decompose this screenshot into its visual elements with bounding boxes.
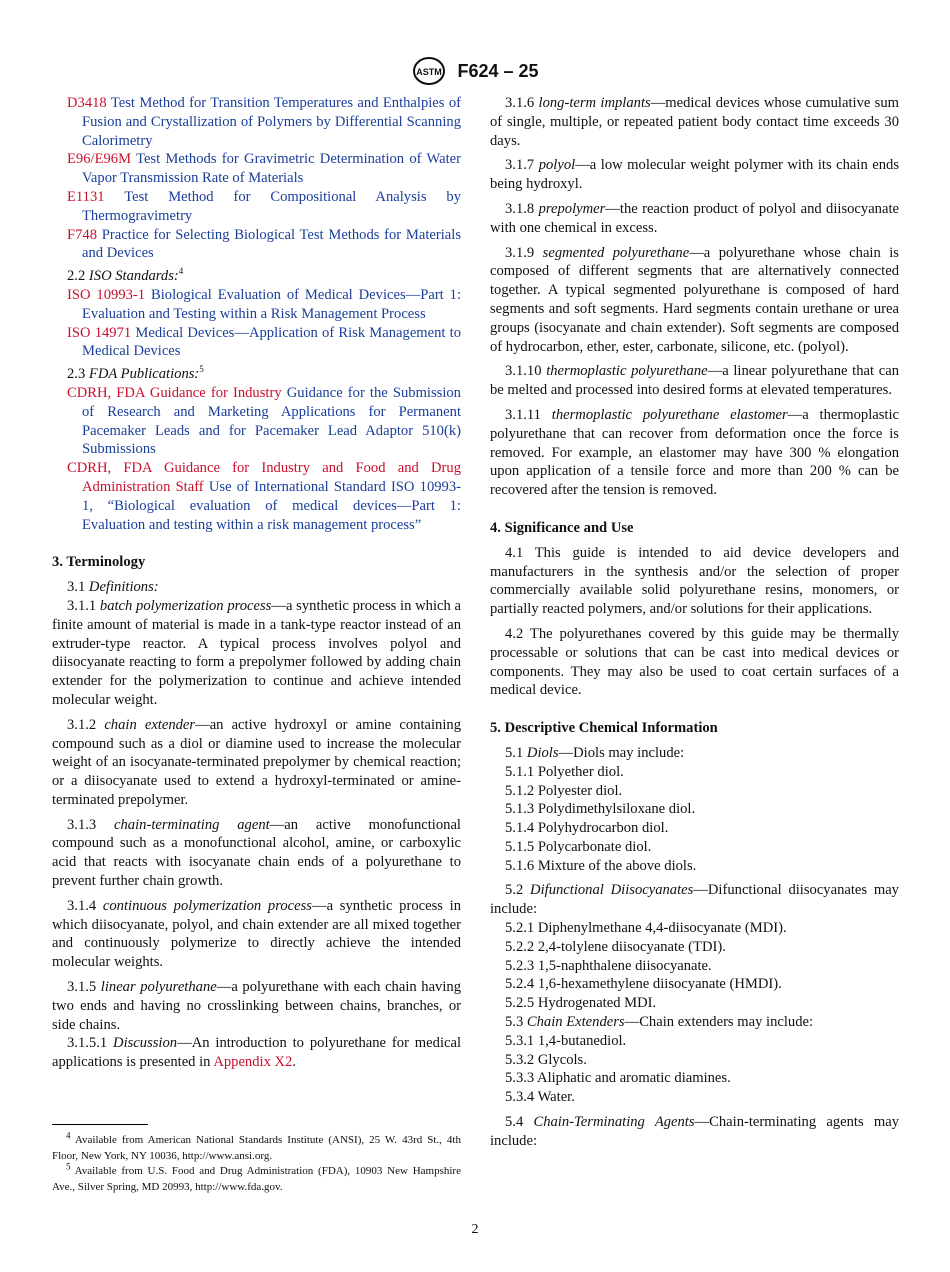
list-item: 5.1.5 Polycarbonate diol. <box>505 838 652 855</box>
fda-publications-heading: 2.3 FDA Publications:$^5$ <box>67 364 204 383</box>
left-column <box>52 94 461 1072</box>
reference-title[interactable]: Guidance for the Submission of Research and Marketing Applications for Permanent Pacemaker Leads and for Pacemaker Lead Adaptor 510(k) Submissions <box>82 384 461 458</box>
reference-title[interactable]: Medical Devices—Application of Risk Management to Medical Devices <box>82 324 462 360</box>
reference-title[interactable]: Biological Evaluation of Medical Devices—Part 1: Evaluation and Testing within a Risk Management Process <box>82 286 462 322</box>
footnote: $^4$ Available from American National Standards Institute (ANSI), 25 W. 43rd St., 4th Floor, New York, NY 10036, http://www.ansi.org. <box>52 1130 461 1162</box>
term-definition: 3.1.7 polyol—a low molecular weight polymer with its chain ends being hydroxyl. <box>490 157 899 193</box>
term-definition: 3.1.5 linear polyurethane—a polyurethane with each chain having two ends and having no crosslinking between chains, branches, or side chains. <box>52 979 462 1033</box>
reference-code[interactable]: ISO 10993-1 <box>67 286 146 303</box>
list-item: 5.1.3 Polydimethylsiloxane diol. <box>505 801 696 818</box>
term-definition: 3.1.11 thermoplastic polyurethane elastomer—a thermoplastic polyurethane that can recover from deformation once the force is removed. For example, an elastomer may have 300 % elongation upon application of a tensile force and more than 200 % can be recovered after the tension is removed. <box>490 406 899 499</box>
group-intro: 5.2 Difunctional Diisocyanates—Difunctional diisocyanates may include: <box>490 882 899 918</box>
group-intro: 5.4 Chain-Terminating Agents—Chain-terminating agents may include: <box>490 1114 900 1149</box>
section-heading-chemical-info: 5. Descriptive Chemical Information <box>490 720 718 737</box>
reference-item <box>52 150 461 188</box>
right-column <box>490 94 899 1151</box>
paragraph: 4.1 This guide is intended to aid device developers and manufacturers in the synthesis and/or the selection of proper commercially available solid polyurethane resins, monomers, or partially reacted polymers, and/or solutions for their applications. <box>490 544 899 618</box>
reference-title[interactable]: Test Method for Transition Temperatures and Enthalpies of Fusion and Crystallization of Polymers by Differential Scanning Calorimetry <box>82 95 461 149</box>
term-definition: 3.1.1 batch polymerization process—a synthetic process in which a finite amount of material is made in a tank-type reactor instead of an extruder-type reactor. A typical process involves polyol and diisocyanate reacting to form a prepolymer followed by adding chain extender for the polymerization to continue and achieve intended molecular weight. <box>52 597 461 708</box>
term-definition: 3.1.10 thermoplastic polyurethane—a linear polyurethane that can be melted and processed into desired forms at elevated temperatures. <box>490 363 899 399</box>
appendix-link[interactable]: Appendix X2 <box>213 1054 293 1071</box>
reference-item <box>52 188 461 226</box>
reference-code[interactable]: E1131 <box>67 188 105 205</box>
term-definition: 3.1.9 segmented polyurethane—a polyurethane whose chain is composed of different segments that are alternatively connected together. A typical segmented polyurethane is composed of hard segments and soft segments. Hard segments contain urethane or urea groups (isocyanate and chain extender). Soft segments are composed of hydrocarbon, ether, ester, carbonate, silicone, etc. (polyol). <box>490 244 899 355</box>
reference-code[interactable]: ISO 14971 <box>67 324 132 341</box>
reference-title[interactable]: Test Method for Compositional Analysis by Thermogravimetry <box>82 188 462 224</box>
reference-code[interactable]: E96/E96M <box>67 151 132 168</box>
reference-item <box>52 226 461 264</box>
list-item: 5.1.2 Polyester diol. <box>505 782 623 799</box>
discussion-note: 3.1.5.1 Discussion—An introduction to polyurethane for medical applications is presented in Appendix X2. <box>52 1035 462 1071</box>
reference-code[interactable]: CDRH, FDA Guidance for Industry and Food and Drug Administration Staff <box>67 460 461 495</box>
list-item: 5.2.5 Hydrogenated MDI. <box>505 995 657 1012</box>
list-item: 5.3.3 Aliphatic and aromatic diamines. <box>505 1070 731 1087</box>
document-designation: F624 – 25 <box>457 60 539 81</box>
reference-item <box>52 384 461 459</box>
list-item: 5.3.1 1,4-butanediol. <box>505 1032 627 1049</box>
list-item: 5.3.4 Water. <box>505 1089 575 1106</box>
footnote-divider <box>52 1124 148 1125</box>
list-item: 5.2.3 1,5-naphthalene diisocyanate. <box>505 957 712 974</box>
term-definition: 3.1.8 prepolymer—the reaction product of polyol and diisocyanate with one chemical in excess. <box>490 200 899 236</box>
paragraph: 4.2 The polyurethanes covered by this guide may be thermally processable or solutions that can be cast into medical devices or components. They may also be used to coat certain surfaces of a medical device. <box>490 625 899 699</box>
definitions-heading: 3.1 Definitions: <box>67 579 159 596</box>
reference-code[interactable]: CDRH, FDA Guidance for Industry <box>67 384 282 401</box>
term-definition: 3.1.2 chain extender—an active hydroxyl or amine containing compound such as a diol or diamine used to increase the molecular weight of an isocyanate-terminated prepolymer by chemical reaction; or a diisocyanate used to extend a hydroxyl-terminated or amine-terminated prepolymer. <box>52 716 461 808</box>
list-item: 5.1.4 Polyhydrocarbon diol. <box>505 820 669 837</box>
page-header <box>0 56 950 86</box>
list-item: 5.3.2 Glycols. <box>505 1051 587 1068</box>
reference-title[interactable]: Use of International Standard ISO 10993-1, “Biological evaluation of medical devices—Part 1: Evaluation and testing within a risk management process” <box>82 478 461 533</box>
section-heading-terminology: 3. Terminology <box>52 554 146 571</box>
reference-title[interactable]: Practice for Selecting Biological Test Methods for Materials and Devices <box>82 226 461 262</box>
list-item: 5.1.6 Mixture of the above diols. <box>505 857 697 874</box>
footnotes <box>52 1130 461 1195</box>
reference-item <box>52 459 461 534</box>
page-number: 2 <box>471 1222 479 1237</box>
term-definition: 3.1.3 chain-terminating agent—an active monofunctional compound such as a monofunctional alcohol, amine, or carboxylic acid that reacts with isocyanate chain ends of a polyurethane to prevent further chain growth. <box>52 816 461 890</box>
astm-logo-icon <box>411 56 447 86</box>
footnote: $^5$ Available from U.S. Food and Drug Administration (FDA), 10903 New Hampshire Ave., Silver Spring, MD 20993, http://www.fda.gov. <box>52 1161 461 1193</box>
list-item: 5.1.1 Polyether diol. <box>505 763 624 780</box>
group-intro: 5.1 Diols—Diols may include: <box>505 744 685 761</box>
section-heading-significance: 4. Significance and Use <box>490 519 634 536</box>
reference-item <box>52 286 461 324</box>
reference-title[interactable]: Test Methods for Gravimetric Determination of Water Vapor Transmission Rate of Materials <box>82 151 461 187</box>
reference-list-iso <box>52 286 461 361</box>
svg-text:ASTM: ASTM <box>416 67 443 77</box>
reference-list-astm <box>52 94 461 263</box>
term-definition: 3.1.6 long-term implants—medical devices whose cumulative sum of single, multiple, or repeated patient body contact time exceeds 30 days. <box>490 95 899 149</box>
list-item: 5.2.2 2,4-tolylene diisocyanate (TDI). <box>505 938 726 955</box>
reference-code[interactable]: D3418 <box>67 95 107 111</box>
reference-list-fda <box>52 384 461 534</box>
iso-standards-heading: 2.2 ISO Standards:$^4$ <box>67 266 184 285</box>
term-definition: 3.1.4 continuous polymerization process—a synthetic process in which diisocyanate, polyol, and chain extender are all mixed together and continuously polymerize to directly achieve the intended molecular weights. <box>52 897 461 971</box>
list-item: 5.2.4 1,6-hexamethylene diisocyanate (HMDI). <box>505 976 782 993</box>
reference-item <box>52 324 461 362</box>
list-item: 5.2.1 Diphenylmethane 4,4-diisocyanate (MDI). <box>505 920 787 937</box>
reference-item <box>52 94 461 150</box>
group-intro: 5.3 Chain Extenders—Chain extenders may include: <box>505 1014 814 1031</box>
reference-code[interactable]: F748 <box>67 226 98 243</box>
